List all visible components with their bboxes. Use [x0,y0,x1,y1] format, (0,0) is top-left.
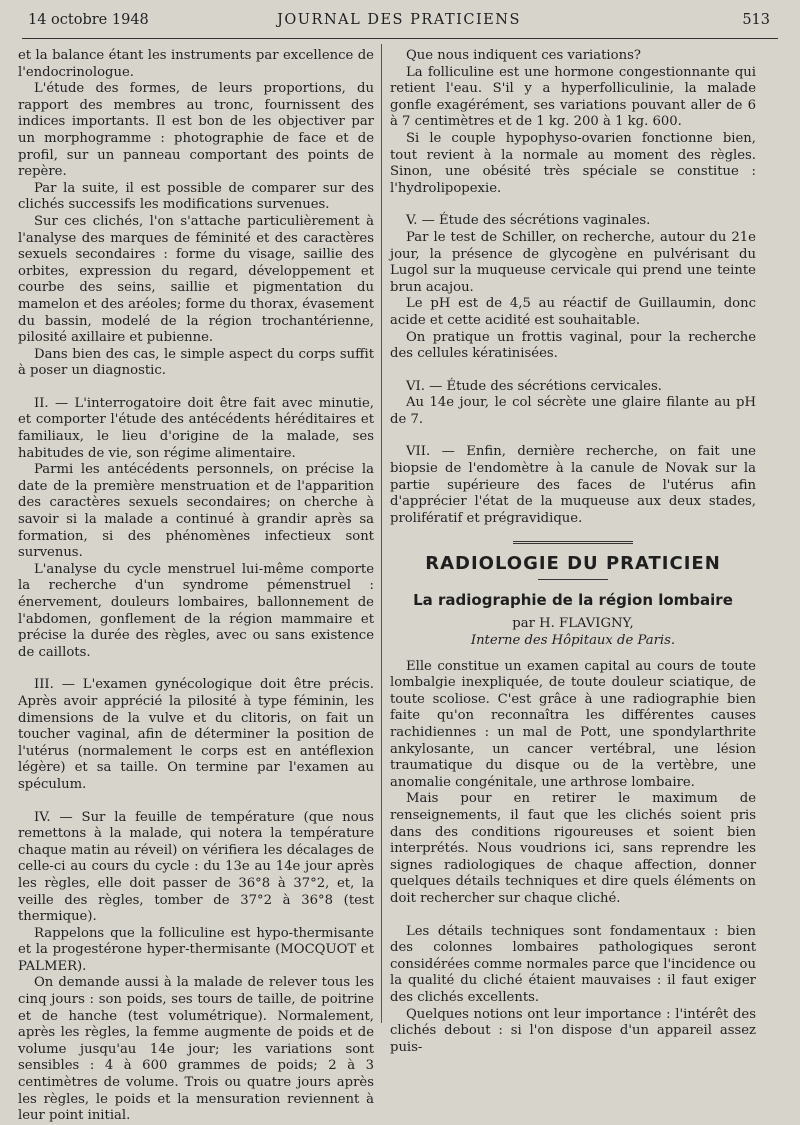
paragraph: Mais pour en retirer le maximum de renseignements, il faut que les clichés soient pris dans des conditions rigoureuses et soient bien interprétés. Nous voudrions ici, sans reprendre les signes radiologiques de chaque affection, donner quelques détails techniques et dire quels éléments on doit rechercher sur chaque cliché. [390,791,756,906]
section-double-rule [513,541,633,544]
article-byline: par H. FLAVIGNY, [512,615,634,631]
left-column [18,48,374,1125]
paragraph: Rappelons que la folliculine est hypo-thermisante et la progestérone hyper-thermisante (MOCQUOT et PALMER). [18,925,374,974]
column-divider [381,44,382,1023]
paragraph: II. — L'interrogatoire doit être fait avec minutie, et comporter l'étude des antécédents héréditaires et familiaux, le lieu d'origine de la malade, ses habitudes de vie, son régime alimentaire. [18,395,374,461]
section-title: RADIOLOGIE DU PRATICIEN [425,553,721,575]
paragraph: L'analyse du cycle menstruel lui-même comporte la recherche d'un syndrome pémenstruel : énervement, douleurs lombaires, ballonnement de l'abdomen, gonflement de la région mammaire et précise la durée des règles, avec ou sans existence de caillots. [18,561,374,660]
article-title: La radiographie de la région lombaire [413,591,733,610]
header-date: 14 octobre 1948 [28,12,149,28]
paragraph: V. — Étude des sécrétions vaginales. [406,213,651,229]
paragraph: Si le couple hypophyso-ovarien fonctionne bien, tout revient à la normale au moment des règles. Sinon, une obésité très spéciale se constitue : l'hydrolipopexie. [390,130,756,196]
paragraph: On demande aussi à la malade de relever tous les cinq jours : son poids, ses tours de taille, de poitrine et de hanche (test volumétrique). Normalement, après les règles, la femme augmente de poids et de volume jusqu'au 14e jour; les variations sont sensibles : 4 à 600 grammes de poids; 2 à 3 centimètres de volume. Trois ou quatre jours après les règles, le poids et la mensuration reviennent à leur point initial. [18,975,374,1124]
paragraph: Parmi les antécédents personnels, on précise la date de la première menstruation et de l'apparition des caractères sexuels secondaires; on cherche à savoir si la malade a continué à grandir après sa formation, si des phénomènes infectieux sont survenus. [18,462,374,561]
paragraph: Elle constitue un examen capital au cours de toute lombalgie inexpliquée, de toute douleur sciatique, de toute scoliose. C'est grâce à une radiographie bien faite qu'on reconnaîtra les différentes causes rachidiennes : un mal de Pott, une spondylarthrite ankylosante, un cancer vertébral, une lésion traumatique du disque ou de la vertèbre, une anomalie congénitale, une arthrose lombaire. [390,658,756,790]
paragraph: Que nous indiquent ces variations? [406,48,641,63]
right-column [390,48,756,1056]
page-header [28,10,770,38]
header-page-number: 513 [742,12,770,28]
paragraph: Sur ces clichés, l'on s'attache particulièrement à l'analyse des marques de féminité et des caractères sexuels secondaires : forme du visage, saillie des orbites, expression du regard, développement et courbe des seins, saillie et pigmentation du mamelon et des aréoles; forme du thorax, évasement du bassin, modelé de la région trochantérienne, pilosité axillaire et pubienne. [18,213,374,346]
paragraph: Par la suite, il est possible de comparer sur des clichés successifs les modifications survenues. [18,180,374,213]
section-short-rule [538,579,608,580]
paragraph: Dans bien des cas, le simple aspect du corps suffit à poser un diagnostic. [18,346,374,379]
paragraph: Les détails techniques sont fondamentaux : bien des colonnes lombaires pathologiques seront considérées comme normales parce que l'incidence ou la qualité du cliché étaient mauvaises : il faut exiger des clichés excellents. [390,923,756,1005]
paragraph: La folliculine est une hormone congestionnante qui retient l'eau. S'il y a hyperfolliculinie, la malade gonfle exagérément, ses variations pouvant aller de 6 à 7 centimètres et de 1 kg. 200 à 1 kg. 600. [390,64,756,130]
paragraph: Le pH est de 4,5 au réactif de Guillaumin, donc acide et cette acidité est souhaitable. [390,296,756,328]
paragraph: L'étude des formes, de leurs proportions, du rapport des membres au tronc, fournissent des indices importants. Il est bon de les objectiver par un morphogramme : photographie de face et de profil, sur un panneau comportant des points de repère. [18,81,374,180]
paragraph: III. — L'examen gynécologique doit être précis. Après avoir apprécié la pilosité à type féminin, les dimensions de la vulve et du clitoris, on fait un toucher vaginal, afin de déterminer la position de l'utérus (normalement le corps est en antéflexion légère) et sa taille. On termine par l'examen au spéculum. [18,677,374,792]
article-affiliation: Interne des Hôpitaux de Paris. [470,632,676,648]
paragraph: VII. — Enfin, dernière recherche, on fait une biopsie de l'endomètre à la canule de Novak sur la partie supérieure des faces de l'utérus afin d'apprécier l'état de la muqueuse aux deux stades, prolifératif et prégravidique. [390,444,756,526]
paragraph: Au 14e jour, le col sécrète une glaire filante au pH de 7. [390,395,756,427]
header-journal-title: JOURNAL DES PRATICIENS [277,12,521,28]
paragraph: Quelques notions ont leur importance : l'intérêt des clichés debout : si l'on dispose d'un appareil assez puis- [390,1006,756,1055]
right-column-article [390,659,756,1057]
paragraph: et la balance étant les instruments par excellence de l'endocrinologue. [18,48,374,80]
header-rule [22,38,778,39]
paragraph: Par le test de Schiller, on recherche, autour du 21e jour, la présence de glycogène en pulvérisant du Lugol sur la muqueuse cervicale qui prend une teinte brun acajou. [390,229,756,295]
right-column-upper [390,48,756,527]
paragraph: On pratique un frottis vaginal, pour la recherche des cellules kératinisées. [390,329,756,362]
paragraph: VI. — Étude des sécrétions cervicales. [406,378,662,394]
paragraph: IV. — Sur la feuille de température (que nous remettons à la malade, qui notera la température chaque matin au réveil) on vérifiera les décalages de celle-ci au cours du cycle : du 13e au 14e jour après les règles, elle doit passer de 36°8 à 37°2, et, la veille des règles, tomber de 37°2 à 36°8 (test thermique). [18,809,374,925]
